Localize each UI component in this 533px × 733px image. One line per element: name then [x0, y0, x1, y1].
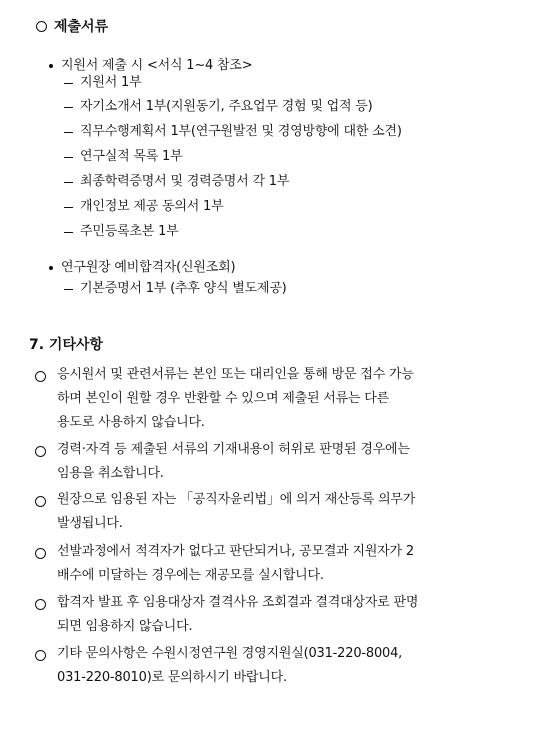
dash-icon [64, 207, 73, 208]
dash-icon [64, 132, 73, 133]
list-item: 주민등록초본 1부 [80, 224, 179, 239]
note-line: 기타 문의사항은 수원시정연구원 경영지원실(031-220-8004, [57, 646, 403, 661]
circle-marker-icon [35, 650, 46, 661]
note-line: 합격자 발표 후 임용대상자 결격사유 조회결과 결격대상자로 판명 [57, 595, 419, 610]
group-title-candidate: 연구원장 예비합격자(신원조회) [61, 260, 236, 275]
dash-icon [64, 157, 73, 158]
note-line: 원장으로 임용된 자는 「공직자윤리법」에 의거 재산등록 의무가 [57, 492, 416, 507]
note-line: 임용을 취소합니다. [57, 466, 164, 481]
circle-marker-icon [35, 446, 46, 457]
dash-icon [64, 83, 73, 84]
section-title-submit: 제출서류 [54, 19, 109, 35]
list-item: 자기소개서 1부(지원동기, 주요업무 경험 및 업적 등) [80, 99, 373, 114]
note-line: 발생됩니다. [57, 516, 123, 531]
section-title-other: 7. 기타사항 [29, 337, 104, 353]
note-line: 배수에 미달하는 경우에는 재공모를 실시합니다. [57, 568, 324, 583]
circle-marker-icon [35, 371, 46, 382]
circle-marker-icon [35, 496, 46, 507]
note-line: 031-220-8010)로 문의하시기 바랍니다. [57, 670, 287, 685]
dash-icon [64, 289, 73, 290]
list-item: 직무수행계획서 1부(연구원발전 및 경영방향에 대한 소견) [80, 124, 402, 139]
bullet-icon [49, 266, 53, 270]
list-item: 지원서 1부 [80, 75, 142, 90]
dash-icon [64, 232, 73, 233]
dash-icon [64, 182, 73, 183]
note-line: 용도로 사용하지 않습니다. [57, 415, 205, 430]
bullet-icon [49, 64, 53, 68]
note-line: 선발과정에서 적격자가 없다고 판단되거나, 공모결과 지원자가 2 [57, 544, 414, 559]
circle-marker-icon [35, 599, 46, 610]
note-line: 응시원서 및 관련서류는 본인 또는 대리인을 통해 방문 접수 가능 [57, 367, 414, 382]
note-line: 경력·자격 등 제출된 서류의 기재내용이 허위로 판명된 경우에는 [57, 442, 410, 457]
note-line: 되면 임용하지 않습니다. [57, 619, 193, 634]
list-item: 개인정보 제공 동의서 1부 [80, 199, 224, 214]
circle-marker-icon [36, 21, 47, 32]
dash-icon [64, 107, 73, 108]
circle-marker-icon [35, 548, 46, 559]
group-title-application: 지원서 제출 시 <서식 1~4 참조> [61, 58, 253, 73]
list-item: 최종학력증명서 및 경력증명서 각 1부 [80, 174, 290, 189]
note-line: 하며 본인이 원할 경우 반환할 수 있으며 제출된 서류는 다른 [57, 391, 389, 406]
list-item: 연구실적 목록 1부 [80, 149, 183, 164]
list-item: 기본증명서 1부 (추후 양식 별도제공) [80, 281, 287, 296]
